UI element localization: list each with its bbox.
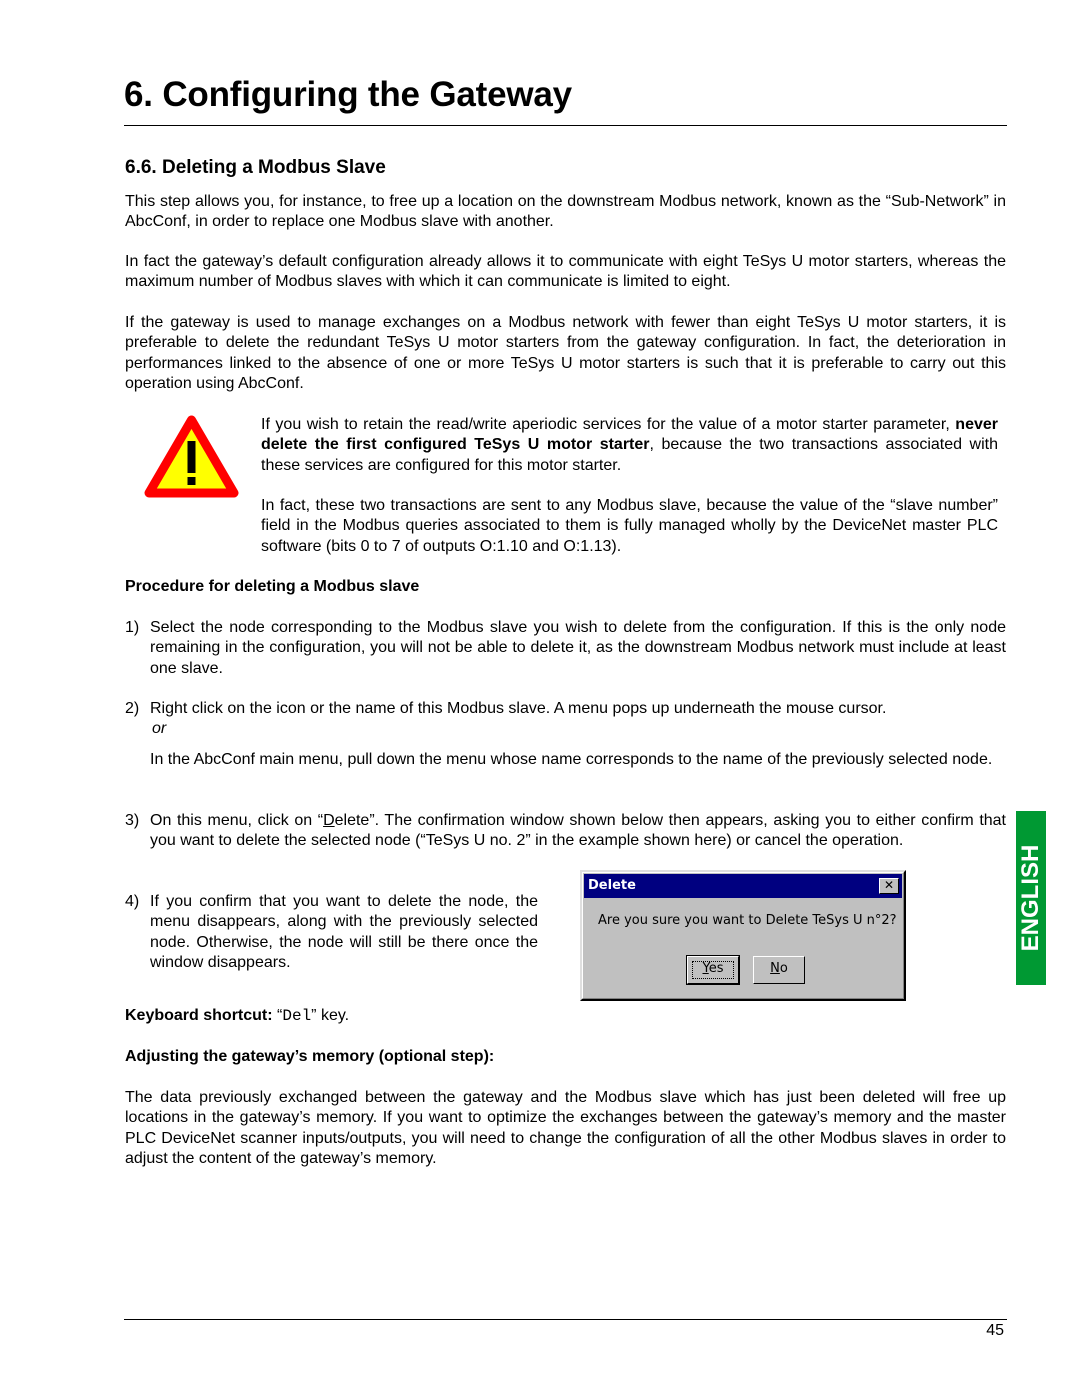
yes-button[interactable]: Yes: [687, 956, 739, 984]
list-item: 1) Select the node corresponding to the Modbus slave you wish to delete from the configuration. If this is the only node remaining in the configuration, you will not be able to delete it, as the downstream Modbus network must include at least one slave.: [125, 619, 1006, 677]
language-tab-label: ENGLISH: [1016, 844, 1044, 952]
procedure-heading: Procedure for deleting a Modbus slave: [125, 578, 420, 595]
no-button[interactable]: No: [753, 956, 805, 984]
dialog-message: Are you sure you want to Delete TeSys U n°2?: [598, 913, 897, 928]
intro-paragraph: This step allows you, for instance, to free up a location on the downstream Modbus network, known as the “Sub-Network” in AbcConf, in order to replace one Modbus slave with another.: [125, 193, 1006, 231]
chapter-title: 6. Configuring the Gateway: [124, 75, 572, 114]
warning-text-2: In fact, these two transactions are sent to any Modbus slave, because the value of the “slave number” field in the Modbus queries associated to them is fully managed wholly by the DeviceNet master PLC software (bits 0 to 7 of outputs O:1.10 and O:1.13).: [261, 497, 998, 555]
memory-heading: Adjusting the gateway’s memory (optional step):: [125, 1048, 495, 1065]
dialog-title-bar: [584, 874, 902, 898]
default-config-paragraph: In fact the gateway’s default configuration already allows it to communicate with eight TeSys U motor starters, whereas the maximum number of Modbus slaves with which it can communicate is limited to eight.: [125, 253, 1006, 291]
language-tab: [1016, 811, 1046, 985]
dialog-title: Delete: [588, 878, 636, 893]
list-item: 2) Right click on the icon or the name of this Modbus slave. A menu pops up underneath the mouse cursor. or In the AbcConf main menu, pull down the menu whose name corresponds to the name of the previously selected node.: [125, 700, 993, 768]
title-divider: [124, 125, 1007, 126]
list-item: 3) On this menu, click on “Delete”. The confirmation window shown below then appears, asking you to either confirm that you want to delete the selected node (“TeSys U no. 2” in the example shown here) or cancel the operation.: [125, 812, 1007, 850]
warning-text: If you wish to retain the read/write aperiodic services for the value of a motor starter parameter, never delete the first configured TeSys U motor starter, because the two transactions associated with these services are configured for this motor starter.: [261, 416, 999, 474]
section-title: 6.6. Deleting a Modbus Slave: [125, 157, 386, 178]
close-icon[interactable]: ✕: [879, 878, 899, 894]
page-number: 45: [986, 1322, 1004, 1339]
fewer-starters-paragraph: If the gateway is used to manage exchanges on a Modbus network with fewer than eight TeSys U motor starters, it is preferable to delete the redundant TeSys U motor starters from the gateway configuration. In fact, the deterioration in performances linked to the absence of one or more TeSys U motor starters is such that it is preferable to carry out this operation using AbcConf.: [125, 314, 1006, 392]
keyboard-shortcut: Keyboard shortcut: “Del” key.: [125, 1007, 350, 1025]
footer-divider: [124, 1319, 1007, 1320]
list-item: 4) If you confirm that you want to delete the node, the menu disappears, along with the previously selected node. Otherwise, the node will still be there once the window disappears.: [125, 893, 538, 971]
memory-paragraph: The data previously exchanged between the gateway and the Modbus slave which has just been deleted will free up locations in the gateway’s memory. If you want to optimize the exchanges between the gateway’s memory and the master PLC DeviceNet scanner inputs/outputs, you will need to change the configuration of all the other Modbus slaves in order to adjust the content of the gateway’s memory.: [125, 1089, 1006, 1167]
warning-triangle-icon: [144, 415, 239, 499]
delete-dialog: [580, 870, 906, 1001]
